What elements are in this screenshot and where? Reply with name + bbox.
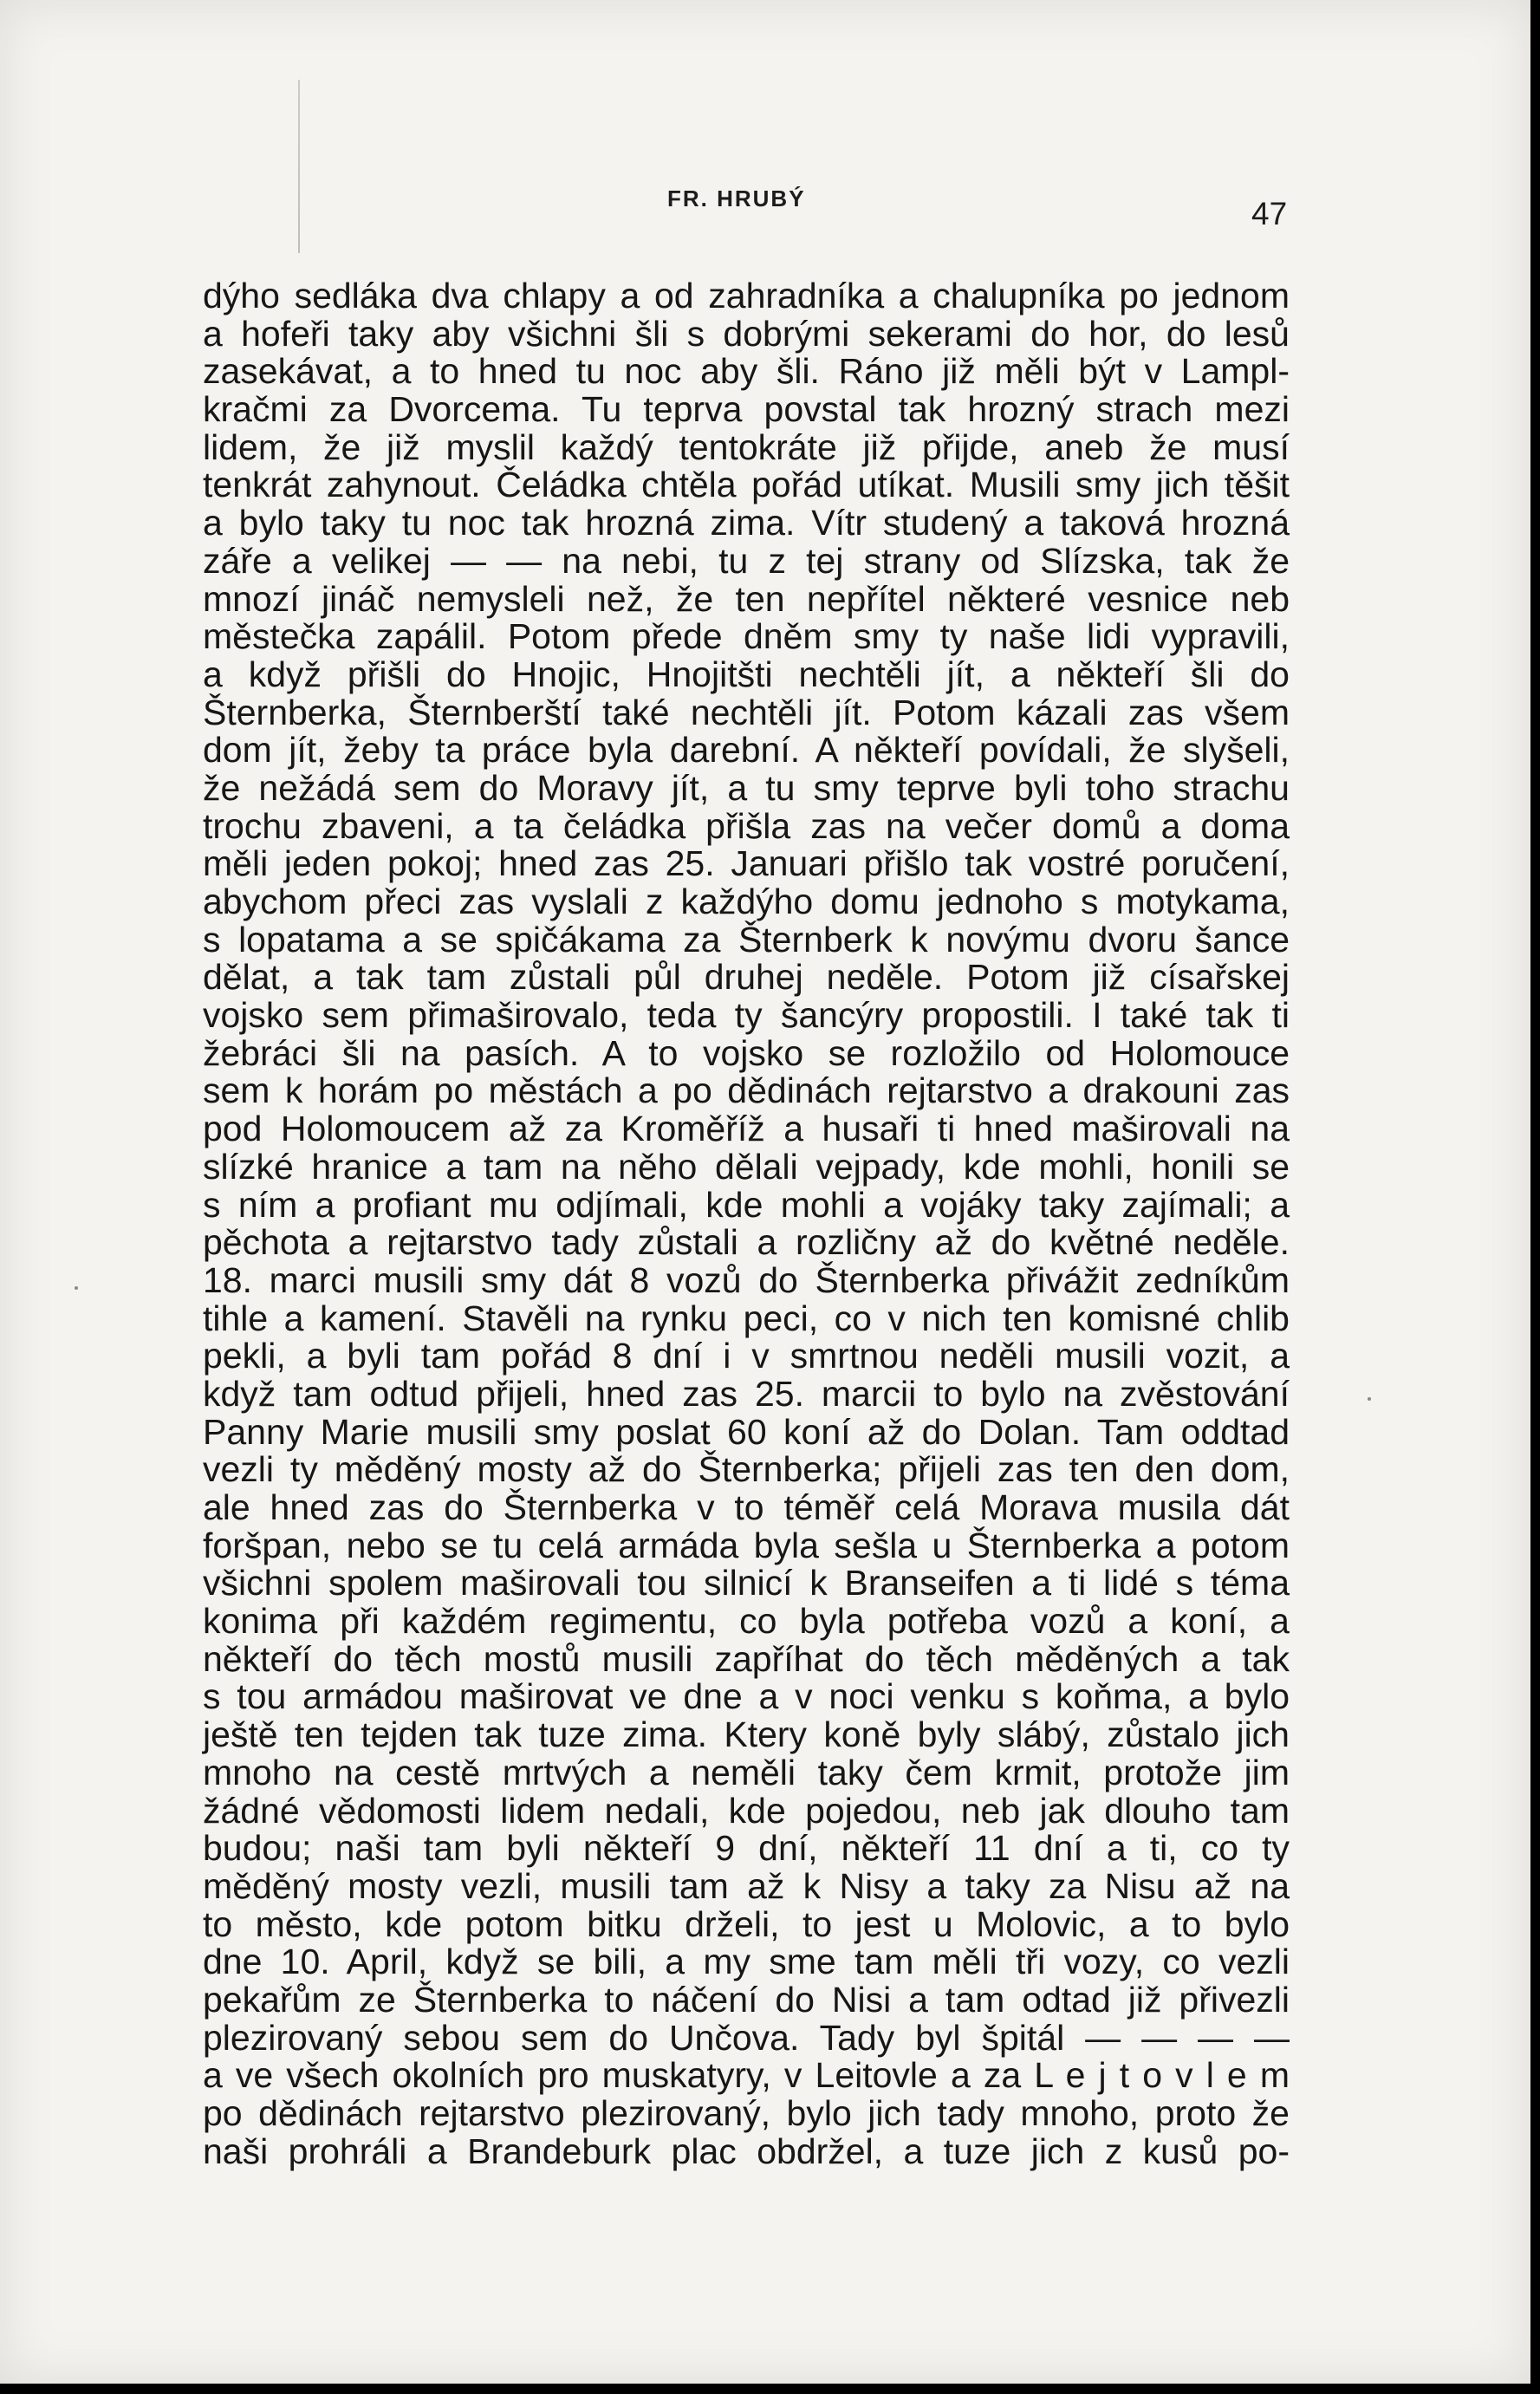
text-line: vezli ty měděný mosty až do Šternberka; přijeli zas ten den dom, [203,1449,1290,1490]
text-line: dělat, a tak tam zůstali půl druhej neděle. Potom již císařskej [203,957,1290,998]
text-line: měli jeden pokoj; hned zas 25. Januari přišlo tak vostré poručení, [203,843,1290,884]
text-line: pekli, a byli tam pořád 8 dní i v smrtnou neděli musili vozit, a [203,1336,1290,1376]
text-line: konima při každém regimentu, co byla potřeba vozů a koní, a [203,1601,1290,1642]
text-line: měděný mosty vezli, musili tam až k Nisy a taky za Nisu až na [203,1865,1290,1906]
text-line: sem k horám po městách a po dědinách rejtarstvo a drakouni zas [203,1070,1290,1111]
text-line: dom jít, žeby ta práce byla darební. A někteří povídali, že slyšeli, [203,730,1290,771]
text-line: kračmi za Dvorcema. Tu teprva povstal tak hrozný strach mezi [203,389,1290,430]
text-line: trochu zbaveni, a ta čeládka přišla zas na večer domů a doma [203,805,1290,846]
text-line: tihle a kamení. Stavěli na rynku peci, co v nich ten komisné chlib [203,1298,1290,1338]
text-line: někteří do těch mostů musili zapříhat do těch měděných a tak [203,1638,1290,1679]
scan-rule-mark [298,80,300,253]
body-text [203,277,1290,2170]
text-line: po dědinách rejtarstvo plezirovaný, bylo jich tady mnoho, proto že [203,2093,1290,2133]
text-line: naši prohráli a Brandeburk plac obdržel, a tuze jich z kusů po- [203,2131,1290,2171]
text-line: pekařům ze Šternberka to náčení do Nisi a tam odtad již přivezli [203,1979,1290,2020]
text-line: plezirovaný sebou sem do Unčova. Tady byl špitál — — — — [203,2017,1290,2058]
text-line: mnozí jináč nemysleli než, že ten nepřítel některé vesnice neb [203,578,1290,619]
text-line: s tou armádou maširovat ve dne a v noci venku s koňma, a bylo [203,1676,1290,1717]
text-line: ještě ten tejden tak tuze zima. Ktery koně byly slábý, zůstalo jich [203,1714,1290,1755]
text-line: a když přišli do Hnojic, Hnojitšti nechtěli jít, a někteří šli do [203,654,1290,694]
text-line: a ve všech okolních pro muskatyry, v Leitovle a za L e j t o v l e m [203,2055,1290,2096]
text-line: lidem, že již myslil každý tentokráte již přijde, aneb že musí [203,426,1290,467]
page-number: 47 [1251,196,1288,231]
text-line: dýho sedláka dva chlapy a od zahradníka a chalupníka po jednom [203,276,1290,316]
text-line: to město, kde potom bitku drželi, to jest u Molovic, a to bylo [203,1903,1290,1944]
text-line: městečka zapálil. Potom přede dněm smy ty naše lidi vypravili, [203,616,1290,657]
text-line: tenkrát zahynout. Čeládka chtěla pořád utíkat. Musili smy jich těšit [203,465,1290,505]
text-line: a bylo taky tu noc tak hrozná zima. Vítr studený a taková hrozná [203,503,1290,543]
text-line: vojsko sem přimaširovalo, teda ty šancýry propostili. I také tak ti [203,995,1290,1036]
text-line: Panny Marie musili smy poslat 60 koní až do Dolan. Tam oddtad [203,1411,1290,1452]
text-line: foršpan, nebo se tu celá armáda byla sešla u Šternberka a potom [203,1525,1290,1565]
text-line: mnoho na cestě mrtvých a neměli taky čem krmit, protože jim [203,1752,1290,1792]
text-line: pod Holomoucem až za Kroměříž a husaři ti hned maširovali na [203,1109,1290,1149]
text-line: a hofeři taky aby všichni šli s dobrými sekerami do hor, do lesů [203,313,1290,354]
scan-speck [1368,1397,1371,1401]
text-line: ale hned zas do Šternberka v to téměř celá Morava musila dát [203,1487,1290,1527]
text-line: abychom přeci zas vyslali z každýho domu jednoho s motykama, [203,881,1290,921]
scan-speck [75,1286,78,1290]
text-line: že nežádá sem do Moravy jít, a tu smy teprve byli toho strachu [203,767,1290,808]
text-line: 18. marci musili smy dát 8 vozů do Šternberka přivážit zedníkům [203,1259,1290,1300]
text-line: záře a velikej — — na nebi, tu z tej strany od Slízska, tak že [203,540,1290,581]
running-head: FR. HRUBÝ [667,185,806,211]
text-line: zasekávat, a to hned tu noc aby šli. Ráno již měli být v Lampl- [203,351,1290,392]
text-line: žádné vědomosti lidem nedali, kde pojedou, neb jak dlouho tam [203,1790,1290,1831]
text-line: pěchota a rejtarstvo tady zůstali a rozličny až do květné neděle. [203,1222,1290,1263]
text-line: s ním a profiant mu odjímali, kde mohli a vojáky taky zajímali; a [203,1184,1290,1225]
text-line: když tam odtud přijeli, hned zas 25. marcii to bylo na zvěstování [203,1373,1290,1414]
text-line: s lopatama a se spičákama za Šternberk k novýmu dvoru šance [203,919,1290,960]
text-line: Šternberka, Šternberští také nechtěli jít. Potom kázali zas všem [203,692,1290,732]
text-line: budou; naši tam byli někteří 9 dní, někteří 11 dní a ti, co ty [203,1828,1290,1869]
text-line: dne 10. April, když se bili, a my sme tam měli tři vozy, co vezli [203,1942,1290,1982]
text-line: slízké hranice a tam na něho dělali vejpady, kde mohli, honili se [203,1146,1290,1187]
text-line: žebráci šli na pasích. A to vojsko se rozložilo od Holomouce [203,1032,1290,1073]
text-line: všichni spolem maširovali tou silnicí k Branseifen a ti lidé s téma [203,1563,1290,1604]
